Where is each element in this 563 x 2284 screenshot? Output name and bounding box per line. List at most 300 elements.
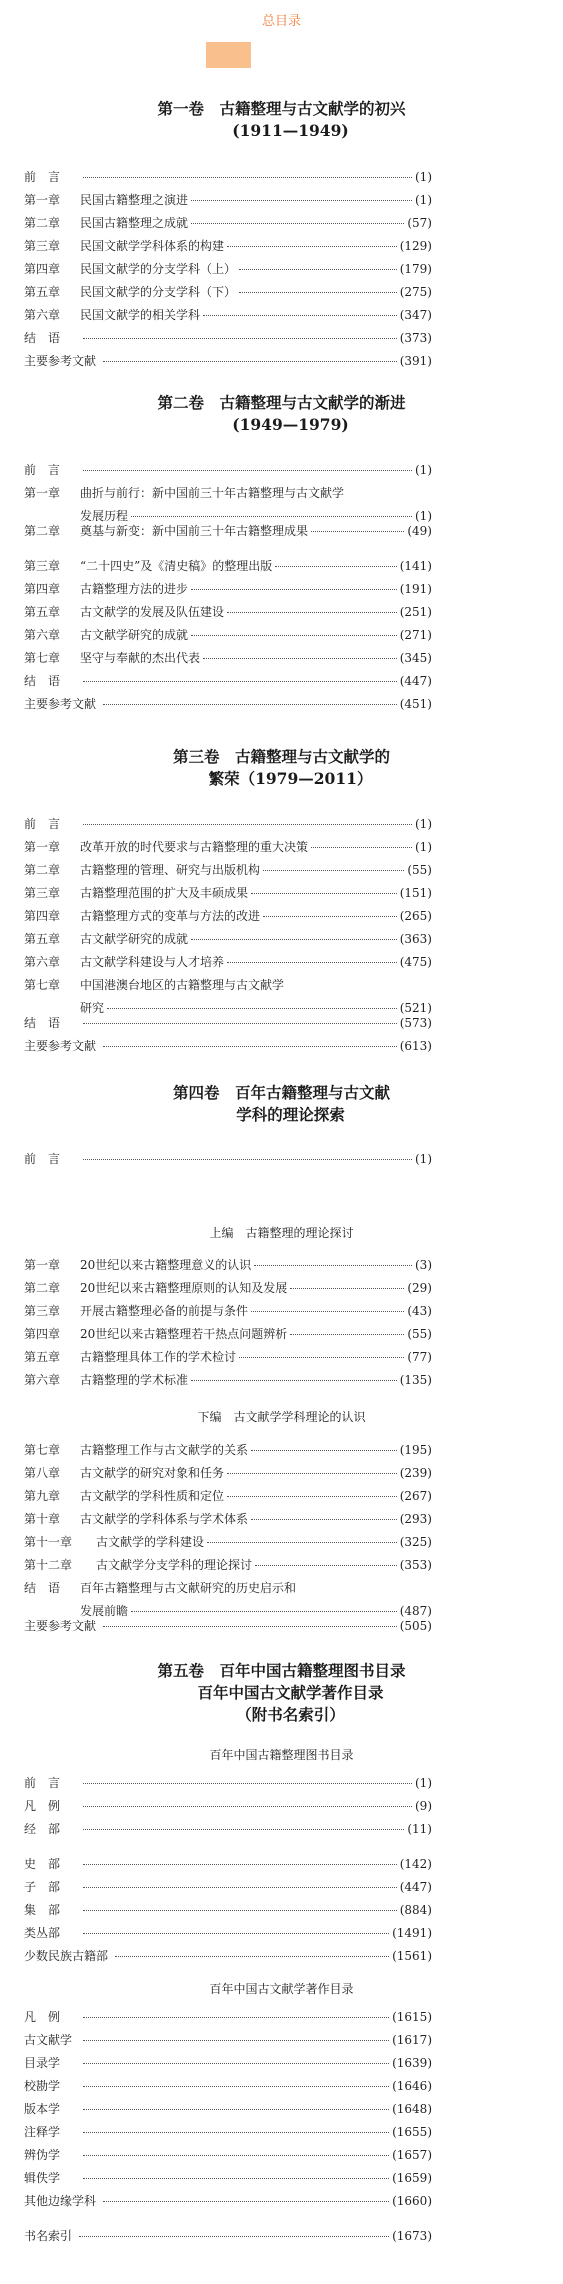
entry-page: (1648)	[392, 2102, 432, 2116]
volume-1-title	[0, 98, 563, 142]
dot-leader	[83, 338, 397, 339]
entry-page: (345)	[399, 651, 432, 665]
entry-label: 集 部	[24, 1903, 61, 1917]
entry-label: 第六章	[24, 1373, 61, 1387]
volume-title-line: 第五卷 百年中国古籍整理图书目录	[157, 1661, 406, 1680]
toc-entry[interactable]	[24, 308, 432, 331]
entry-page: (363)	[399, 932, 432, 946]
volume-2-toc	[24, 463, 432, 720]
entry-title: 坚守与奉献的杰出代表	[80, 651, 201, 665]
dot-leader	[83, 2178, 389, 2179]
toc-entry[interactable]	[24, 1903, 432, 1926]
entry-label: 主要参考文献	[24, 1619, 97, 1633]
toc-entry[interactable]	[24, 978, 432, 1016]
entry-title: 20世纪以来古籍整理意义的认识	[80, 1258, 252, 1272]
entry-page: (239)	[399, 1466, 432, 1480]
entry-title: 民国文献学的分支学科（下）	[80, 285, 237, 299]
entry-title: 古籍整理的学术标准	[80, 1373, 189, 1387]
dot-leader	[103, 1626, 397, 1627]
entry-title: 古籍整理工作与古文献学的关系	[80, 1443, 249, 1457]
volume-title-line: 第三卷 古籍整理与古文献学的	[172, 747, 390, 766]
entry-label: 第五章	[24, 285, 61, 299]
dot-leader	[251, 893, 397, 894]
dot-leader	[191, 223, 404, 224]
dot-leader	[191, 200, 412, 201]
entry-page: (179)	[399, 262, 432, 276]
toc-entry[interactable]	[24, 1619, 432, 1642]
entry-page: (3)	[415, 1258, 432, 1272]
entry-page: (9)	[415, 1799, 432, 1813]
toc-entry[interactable]	[24, 354, 432, 377]
entry-title: 古文献学的学科体系与学术体系	[80, 1512, 249, 1526]
toc-entry[interactable]	[24, 463, 432, 486]
entry-page: (1655)	[392, 2125, 432, 2139]
entry-title: 百年古籍整理与古文献研究的历史启示和	[80, 1581, 297, 1595]
entry-page: (1561)	[392, 1949, 432, 1963]
entry-title: 古籍整理方法的进步	[80, 582, 189, 596]
entry-page: (49)	[407, 524, 432, 538]
volume-title-line: 第二卷 古籍整理与古文献学的渐进	[157, 393, 406, 412]
toc-entry[interactable]	[24, 817, 432, 840]
toc-entry[interactable]	[24, 331, 432, 354]
toc-entry[interactable]	[24, 1949, 432, 1972]
toc-entry[interactable]	[24, 2033, 432, 2056]
entry-label: 注释学	[24, 2125, 61, 2139]
dot-leader	[83, 2109, 389, 2110]
toc-entry[interactable]	[24, 955, 432, 978]
dot-leader	[263, 870, 404, 871]
entry-label: 前 言	[24, 463, 61, 477]
entry-label: 第十一章	[24, 1535, 73, 1549]
dot-leader	[83, 824, 412, 825]
dot-leader	[83, 1910, 397, 1911]
toc-entry[interactable]	[24, 2194, 432, 2217]
dot-leader	[255, 1565, 397, 1566]
dot-leader	[131, 516, 412, 517]
toc-entry[interactable]	[24, 239, 432, 262]
entry-title: 民国古籍整理之成就	[80, 216, 189, 230]
entry-page: (275)	[399, 285, 432, 299]
dot-leader	[83, 1864, 397, 1865]
toc-entry[interactable]	[24, 1535, 432, 1558]
toc-entry[interactable]	[24, 1152, 432, 1175]
toc-entry[interactable]	[24, 2229, 432, 2252]
entry-title: 古籍整理具体工作的学术检讨	[80, 1350, 237, 1364]
dot-leader	[191, 939, 397, 940]
entry-page: (129)	[399, 239, 432, 253]
entry-label: 结 语	[24, 1016, 61, 1030]
toc-entry[interactable]	[24, 1443, 432, 1466]
dot-leader	[227, 1496, 397, 1497]
entry-label: 第七章	[24, 651, 61, 665]
entry-title: “二十四史”及《清史稿》的整理出版	[80, 559, 273, 573]
toc-entry[interactable]	[24, 651, 432, 674]
entry-title: 古文献学研究的成就	[80, 932, 189, 946]
entry-label: 第二章	[24, 216, 61, 230]
volume-title-line: 第四卷 百年古籍整理与古文献	[172, 1083, 390, 1102]
section-title: 百年中国古籍整理图书目录	[209, 1748, 354, 1762]
dot-leader	[290, 1334, 404, 1335]
dot-leader	[103, 1046, 397, 1047]
volume-title-line: (1949—1979)	[232, 415, 349, 434]
entry-label: 第三章	[24, 886, 61, 900]
entry-label: 其他边缘学科	[24, 2194, 97, 2208]
entry-label: 凡 例	[24, 1799, 61, 1813]
page-heading: 总目录	[261, 14, 301, 29]
entry-label: 第三章	[24, 239, 61, 253]
toc-entry[interactable]	[24, 170, 432, 193]
dot-leader	[83, 2063, 389, 2064]
entry-page: (1)	[415, 1152, 432, 1166]
entry-page: (613)	[399, 1039, 432, 1053]
entry-page: (142)	[399, 1857, 432, 1871]
entry-label: 第五章	[24, 1350, 61, 1364]
entry-page: (884)	[399, 1903, 432, 1917]
entry-page: (1)	[415, 840, 432, 854]
dot-leader	[239, 269, 397, 270]
entry-page: (373)	[399, 331, 432, 345]
entry-label: 第六章	[24, 628, 61, 642]
toc-entry[interactable]	[24, 559, 432, 582]
toc-entry[interactable]	[24, 1558, 432, 1581]
volume-title-line: 第一卷 古籍整理与古文献学的初兴	[157, 99, 406, 118]
entry-title: 古文献学分支学科的理论探讨	[96, 1558, 253, 1572]
toc-entry[interactable]	[24, 1581, 432, 1619]
entry-page: (1)	[415, 509, 432, 523]
entry-title: 古文献学研究的成就	[80, 628, 189, 642]
dot-leader	[227, 612, 397, 613]
dot-leader	[227, 1473, 397, 1474]
dot-leader	[79, 2236, 389, 2237]
entry-page: (1)	[415, 193, 432, 207]
entry-label: 第一章	[24, 193, 61, 207]
toc-entry[interactable]	[24, 1039, 432, 1062]
entry-page: (447)	[399, 1880, 432, 1894]
entry-title: 中国港澳台地区的古籍整理与古文献学	[80, 978, 285, 992]
dot-leader	[227, 246, 397, 247]
dot-leader	[115, 1956, 389, 1957]
volume-4-title	[0, 1082, 563, 1126]
toc-entry[interactable]	[24, 1512, 432, 1535]
toc-entry[interactable]	[24, 1373, 432, 1396]
section-title: 上编 古籍整理的理论探讨	[209, 1226, 354, 1240]
dot-leader	[207, 1542, 397, 1543]
volume-4-section-2-toc	[24, 1443, 432, 1642]
volume-title-line: (1911—1949)	[232, 121, 349, 140]
dot-leader	[83, 1829, 404, 1830]
toc-entry[interactable]	[24, 524, 432, 547]
entry-label: 前 言	[24, 170, 61, 184]
entry-label: 结 语	[24, 331, 61, 345]
volume-5-section-2-toc	[24, 2010, 432, 2252]
header	[0, 10, 563, 29]
dot-leader	[239, 292, 397, 293]
toc-entry[interactable]	[24, 1304, 432, 1327]
dot-leader	[83, 2132, 389, 2133]
entry-page: (1491)	[392, 1926, 432, 1940]
entry-label: 辨伪学	[24, 2148, 61, 2162]
dot-leader	[83, 1023, 397, 1024]
entry-label: 第二章	[24, 524, 61, 538]
volume-4-toc	[24, 1152, 432, 1175]
entry-label: 第三章	[24, 559, 61, 573]
entry-label: 第一章	[24, 486, 61, 500]
entry-title: 奠基与新变：新中国前三十年古籍整理成果	[80, 524, 309, 538]
toc-entry[interactable]	[24, 1350, 432, 1373]
dot-leader	[83, 2017, 389, 2018]
entry-page: (251)	[399, 605, 432, 619]
volume-title-line: 繁荣（1979—2011）	[208, 769, 373, 788]
dot-leader	[203, 658, 397, 659]
entry-page: (271)	[399, 628, 432, 642]
toc-entry[interactable]	[24, 1489, 432, 1512]
entry-label: 第五章	[24, 932, 61, 946]
entry-page: (29)	[407, 1281, 432, 1295]
entry-title: 民国文献学学科体系的构建	[80, 239, 225, 253]
entry-label: 第一章	[24, 840, 61, 854]
dot-leader	[251, 1450, 397, 1451]
entry-page: (55)	[407, 863, 432, 877]
entry-label: 第四章	[24, 1327, 61, 1341]
entry-page: (11)	[407, 1822, 432, 1836]
entry-title: 古文献学的发展及队伍建设	[80, 605, 225, 619]
entry-label: 类丛部	[24, 1926, 61, 1940]
entry-label: 辑佚学	[24, 2171, 61, 2185]
entry-page: (1657)	[392, 2148, 432, 2162]
entry-label: 第六章	[24, 955, 61, 969]
entry-page: (1660)	[392, 2194, 432, 2208]
volume-title-line: （附书名索引）	[236, 1705, 345, 1724]
toc-entry[interactable]	[24, 2079, 432, 2102]
dot-leader	[83, 2155, 389, 2156]
toc-entry[interactable]	[24, 262, 432, 285]
volume-5-section-1-toc	[24, 1776, 432, 1972]
entry-page: (195)	[399, 1443, 432, 1457]
volume-5-title	[0, 1660, 563, 1726]
entry-title-continued: 发展前瞻	[80, 1604, 129, 1618]
dot-leader	[83, 470, 412, 471]
toc-entry[interactable]	[24, 886, 432, 909]
dot-leader	[83, 2086, 389, 2087]
entry-title: 民国古籍整理之演进	[80, 193, 189, 207]
entry-title: 20世纪以来古籍整理原则的认知及发展	[80, 1281, 288, 1295]
toc-entry[interactable]	[24, 1926, 432, 1949]
volume-3-toc	[24, 817, 432, 1062]
entry-label: 第四章	[24, 909, 61, 923]
entry-page: (1615)	[392, 2010, 432, 2024]
dot-leader	[131, 1611, 397, 1612]
entry-page: (293)	[399, 1512, 432, 1526]
toc-entry[interactable]	[24, 2125, 432, 2148]
toc-entry[interactable]	[24, 1857, 432, 1880]
dot-leader	[103, 2201, 389, 2202]
toc-entry[interactable]	[24, 840, 432, 863]
toc-entry[interactable]	[24, 605, 432, 628]
dot-leader	[83, 177, 412, 178]
entry-label: 主要参考文献	[24, 354, 97, 368]
entry-page: (1659)	[392, 2171, 432, 2185]
entry-page: (1639)	[392, 2056, 432, 2070]
toc-entry[interactable]	[24, 909, 432, 932]
toc-entry[interactable]	[24, 285, 432, 308]
toc-entry[interactable]	[24, 1016, 432, 1039]
entry-page: (505)	[399, 1619, 432, 1633]
dot-leader	[103, 361, 397, 362]
toc-entry[interactable]	[24, 2010, 432, 2033]
dot-leader	[83, 1933, 389, 1934]
entry-title: 曲折与前行：新中国前三十年古籍整理与古文献学	[80, 486, 345, 500]
entry-title: 古籍整理的管理、研究与出版机构	[80, 863, 261, 877]
entry-label: 前 言	[24, 1152, 61, 1166]
toc-entry[interactable]	[24, 932, 432, 955]
entry-label: 主要参考文献	[24, 697, 97, 711]
entry-label: 少数民族古籍部	[24, 1949, 109, 1963]
entry-page: (475)	[399, 955, 432, 969]
section-title: 下编 古文献学学科理论的认识	[197, 1410, 366, 1424]
entry-label: 第六章	[24, 308, 61, 322]
toc-entry[interactable]	[24, 2171, 432, 2194]
dot-leader	[83, 1159, 412, 1160]
entry-label: 凡 例	[24, 2010, 61, 2024]
entry-page: (141)	[399, 559, 432, 573]
entry-label: 前 言	[24, 817, 61, 831]
entry-label: 前 言	[24, 1776, 61, 1790]
entry-page: (135)	[399, 1373, 432, 1387]
toc-entry[interactable]	[24, 2148, 432, 2171]
entry-label: 第三章	[24, 1304, 61, 1318]
entry-page: (1673)	[392, 2229, 432, 2243]
entry-page: (1646)	[392, 2079, 432, 2093]
volume-title-line: 学科的理论探索	[236, 1105, 345, 1124]
entry-title: 改革开放的时代要求与古籍整理的重大决策	[80, 840, 309, 854]
entry-title-continued: 发展历程	[80, 509, 129, 523]
dot-leader	[251, 1519, 397, 1520]
entry-label: 校勘学	[24, 2079, 61, 2093]
dot-leader	[103, 704, 397, 705]
toc-entry[interactable]	[24, 1822, 432, 1845]
entry-page: (1)	[415, 1776, 432, 1790]
toc-entry[interactable]	[24, 216, 432, 239]
entry-page: (391)	[399, 354, 432, 368]
entry-page: (347)	[399, 308, 432, 322]
volume-title-line: 百年中国古文献学著作目录	[197, 1683, 384, 1702]
entry-label: 第八章	[24, 1466, 61, 1480]
toc-entry[interactable]	[24, 1776, 432, 1799]
dot-leader	[227, 962, 397, 963]
entry-label: 目录学	[24, 2056, 61, 2070]
entry-page: (151)	[399, 886, 432, 900]
entry-label: 第七章	[24, 1443, 61, 1457]
dot-leader	[275, 566, 396, 567]
entry-label: 版本学	[24, 2102, 61, 2116]
entry-label: 古文献学	[24, 2033, 73, 2047]
entry-label: 史 部	[24, 1857, 61, 1871]
entry-title: 开展古籍整理必备的前提与条件	[80, 1304, 249, 1318]
entry-page: (1)	[415, 463, 432, 477]
dot-leader	[254, 1265, 412, 1266]
entry-page: (191)	[399, 582, 432, 596]
dot-leader	[263, 916, 397, 917]
entry-page: (1)	[415, 170, 432, 184]
toc-entry[interactable]	[24, 486, 432, 524]
entry-label: 第一章	[24, 1258, 61, 1272]
dot-leader	[311, 847, 412, 848]
toc-entry[interactable]	[24, 2056, 432, 2079]
toc-entry[interactable]	[24, 697, 432, 720]
entry-title-continued: 研究	[80, 1001, 105, 1015]
toc-entry[interactable]	[24, 1880, 432, 1903]
entry-page: (265)	[399, 909, 432, 923]
toc-entry[interactable]	[24, 2102, 432, 2125]
entry-page: (573)	[399, 1016, 432, 1030]
dot-leader	[83, 681, 397, 682]
entry-title: 古文献学的学科建设	[96, 1535, 205, 1549]
toc-entry[interactable]	[24, 1466, 432, 1489]
dot-leader	[83, 1783, 412, 1784]
toc-entry[interactable]	[24, 193, 432, 216]
toc-entry[interactable]	[24, 1327, 432, 1350]
entry-page: (353)	[399, 1558, 432, 1572]
toc-entry[interactable]	[24, 1799, 432, 1822]
dot-leader	[191, 635, 397, 636]
toc-entry[interactable]	[24, 674, 432, 697]
dot-leader	[251, 1311, 404, 1312]
toc-entry[interactable]	[24, 1258, 432, 1281]
entry-label: 第十章	[24, 1512, 61, 1526]
toc-entry[interactable]	[24, 863, 432, 886]
dot-leader	[191, 1380, 397, 1381]
dot-leader	[203, 315, 397, 316]
entry-label: 经 部	[24, 1822, 61, 1836]
entry-label: 第五章	[24, 605, 61, 619]
toc-entry[interactable]	[24, 582, 432, 605]
volume-2-title	[0, 392, 563, 436]
entry-page: (267)	[399, 1489, 432, 1503]
entry-label: 第二章	[24, 1281, 61, 1295]
entry-page: (1)	[415, 817, 432, 831]
volume-1-toc	[24, 170, 432, 377]
section-title: 百年中国古文献学著作目录	[209, 1982, 354, 1996]
entry-label: 第四章	[24, 262, 61, 276]
dot-leader	[239, 1357, 404, 1358]
entry-page: (57)	[407, 216, 432, 230]
entry-page: (77)	[407, 1350, 432, 1364]
entry-page: (1617)	[392, 2033, 432, 2047]
entry-label: 第七章	[24, 978, 61, 992]
entry-title: 古文献学的研究对象和任务	[80, 1466, 225, 1480]
entry-label: 结 语	[24, 1581, 61, 1595]
entry-label: 书名索引	[24, 2229, 73, 2243]
entry-title: 古文献学科建设与人才培养	[80, 955, 225, 969]
toc-entry[interactable]	[24, 628, 432, 651]
entry-title: 民国文献学的分支学科（上）	[80, 262, 237, 276]
toc-entry[interactable]	[24, 1281, 432, 1304]
entry-label: 子 部	[24, 1880, 61, 1894]
volume-4-section-1-toc	[24, 1258, 432, 1396]
entry-title: 古籍整理范围的扩大及丰硕成果	[80, 886, 249, 900]
entry-title: 古籍整理方式的变革与方法的改进	[80, 909, 261, 923]
entry-page: (487)	[399, 1604, 432, 1618]
entry-page: (521)	[399, 1001, 432, 1015]
dot-leader	[191, 589, 397, 590]
entry-label: 主要参考文献	[24, 1039, 97, 1053]
accent-bar	[206, 42, 251, 68]
dot-leader	[83, 1887, 397, 1888]
entry-label: 结 语	[24, 674, 61, 688]
entry-page: (447)	[399, 674, 432, 688]
dot-leader	[290, 1288, 404, 1289]
entry-title: 古文献学的学科性质和定位	[80, 1489, 225, 1503]
